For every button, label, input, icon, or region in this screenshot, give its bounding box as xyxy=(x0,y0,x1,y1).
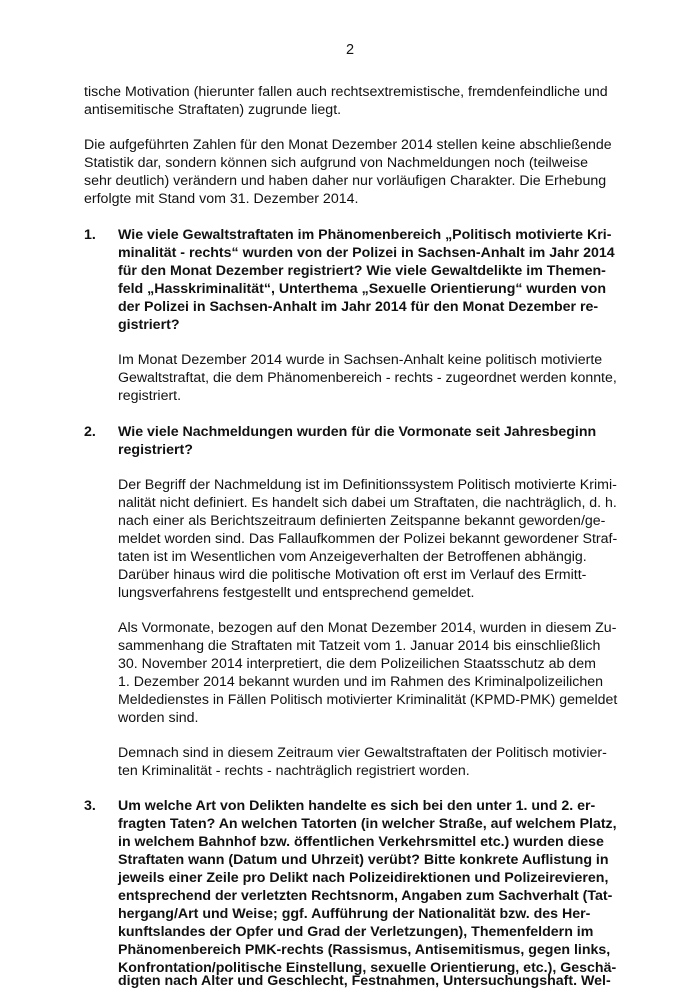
answer-2-p1-line-4: meldet worden sind. Das Fallaufkommen der Polizei bekannt gewordener Straf- xyxy=(118,531,618,547)
answer-2-p1-line-6: Darüber hinaus wird die politische Motivation oft erst im Verlauf des Ermitt- xyxy=(118,567,587,583)
question-1-line-2: minalität - rechts“ wurden von der Polizei in Sachsen-Anhalt im Jahr 2014 xyxy=(118,245,615,261)
question-3-line-10: Konfrontation/politische Einstellung, sexuelle Orientierung, etc.), Geschä- xyxy=(118,960,617,976)
intro-p2-line-2: Statistik dar, sondern können sich aufgrund von Nachmeldungen noch (teilweise xyxy=(84,155,588,171)
question-3-line-4: Straftaten wann (Datum und Uhrzeit) verübt? Bitte konkrete Auflistung in xyxy=(118,852,609,868)
answer-2-p1-line-5: taten ist im Wesentlichen vom Anzeigeverhalten der Betroffenen abhängig. xyxy=(118,549,587,565)
question-1-line-6: gistriert? xyxy=(118,317,180,333)
question-3-line-2: fragten Taten? An welchen Tatorten (in welcher Straße, auf welchem Platz, xyxy=(118,816,617,832)
question-1-line-3: für den Monat Dezember registriert? Wie viele Gewaltdelikte im Themen- xyxy=(118,263,606,279)
answer-2-p3-line-1: Demnach sind in diesem Zeitraum vier Gewaltstraftaten der Politisch motivier- xyxy=(118,745,607,761)
question-3-number: 3. xyxy=(84,798,96,814)
intro-p1-line-1: tische Motivation (hierunter fallen auch rechtsextremistische, fremdenfeindliche und xyxy=(84,84,608,100)
answer-2-p2-line-2: sammenhang die Straftaten mit Tatzeit vom 1. Januar 2014 bis einschließlich xyxy=(118,638,601,654)
question-3-line-5: jeweils einer Zeile pro Delikt nach Polizeidirektionen und Polizeirevieren, xyxy=(118,870,609,886)
answer-1-line-1: Im Monat Dezember 2014 wurde in Sachsen-Anhalt keine politisch motivierte xyxy=(118,352,603,368)
answer-1-line-3: registriert. xyxy=(118,388,182,404)
intro-p2-line-1: Die aufgeführten Zahlen für den Monat Dezember 2014 stellen keine abschließende xyxy=(84,137,612,153)
question-2-number: 2. xyxy=(84,424,96,440)
question-3-line-9: Phänomenbereich PMK-rechts (Rassismus, Antisemitismus, gegen links, xyxy=(118,942,611,958)
answer-2-p2-line-6: worden sind. xyxy=(118,710,199,726)
answer-2-p1-line-7: lungsverfahrens festgestellt und entsprechend gemeldet. xyxy=(118,585,475,601)
answer-2-p2-line-4: 1. Dezember 2014 bekannt wurden und im Rahmen des Kriminalpolizeilichen xyxy=(118,674,604,690)
question-3-line-11: digten nach Alter und Geschlecht, Festnahmen, Untersuchungshaft. Wel- xyxy=(118,973,611,989)
question-1-line-5: der Polizei in Sachsen-Anhalt im Jahr 2014 für den Monat Dezember re- xyxy=(118,299,599,315)
question-1-line-1: Wie viele Gewaltstraftaten im Phänomenbereich „Politisch motivierte Kri- xyxy=(118,227,612,243)
answer-2-p1-line-2: nalität nicht definiert. Es handelt sich dabei um Straftaten, die nachträglich, d. h. xyxy=(118,495,617,511)
question-3-line-1: Um welche Art von Delikten handelte es sich bei den unter 1. und 2. er- xyxy=(118,798,596,814)
answer-2-p2-line-1: Als Vormonate, bezogen auf den Monat Dezember 2014, wurden in diesem Zu- xyxy=(118,620,617,636)
question-2-line-2: registriert? xyxy=(118,442,193,458)
question-2-line-1: Wie viele Nachmeldungen wurden für die Vormonate seit Jahresbeginn xyxy=(118,424,597,440)
intro-p2-line-3: sehr deutlich) verändern und haben daher nur vorläufigen Charakter. Die Erhebung xyxy=(84,173,607,189)
intro-p2-line-4: erfolgte mit Stand vom 31. Dezember 2014. xyxy=(84,191,359,207)
question-3-line-3: in welchem Bahnhof bzw. öffentlichen Verkehrsmittel etc.) wurden diese xyxy=(118,834,604,850)
question-3-line-6: entsprechend der verletzten Rechtsnorm, Angaben zum Sachverhalt (Tat- xyxy=(118,888,613,904)
question-1-number: 1. xyxy=(84,227,96,243)
answer-2-p3-line-2: ten Kriminalität - rechts - nachträglich registriert worden. xyxy=(118,763,470,779)
answer-2-p2-line-5: Meldedienstes in Fällen Politisch motivierter Kriminalität (KPMD-PMK) gemeldet xyxy=(118,692,618,708)
answer-2-p1-line-3: nach einer als Berichtszeitraum definierten Zeitspanne bekannt geworden/ge- xyxy=(118,513,606,529)
answer-1-line-2: Gewaltstraftat, die dem Phänomenbereich - rechts - zugeordnet werden konnte, xyxy=(118,370,617,386)
answer-2-p1-line-1: Der Begriff der Nachmeldung ist im Definitionssystem Politisch motivierte Krimi- xyxy=(118,477,617,493)
question-3-line-8: kunftslandes der Opfer und Grad der Verletzungen), Themenfeldern im xyxy=(118,924,594,940)
question-3-line-7: hergang/Art und Weise; ggf. Aufführung der Nationalität bzw. des Her- xyxy=(118,906,591,922)
answer-2-p2-line-3: 30. November 2014 interpretiert, die dem Polizeilichen Staatsschutz ab dem xyxy=(118,656,596,672)
page-number: 2 xyxy=(345,42,355,58)
question-1-line-4: feld „Hasskriminalität“, Unterthema „Sexuelle Orientierung“ wurden von xyxy=(118,281,607,297)
intro-p1-line-2: antisemitische Straftaten) zugrunde liegt. xyxy=(84,102,342,118)
